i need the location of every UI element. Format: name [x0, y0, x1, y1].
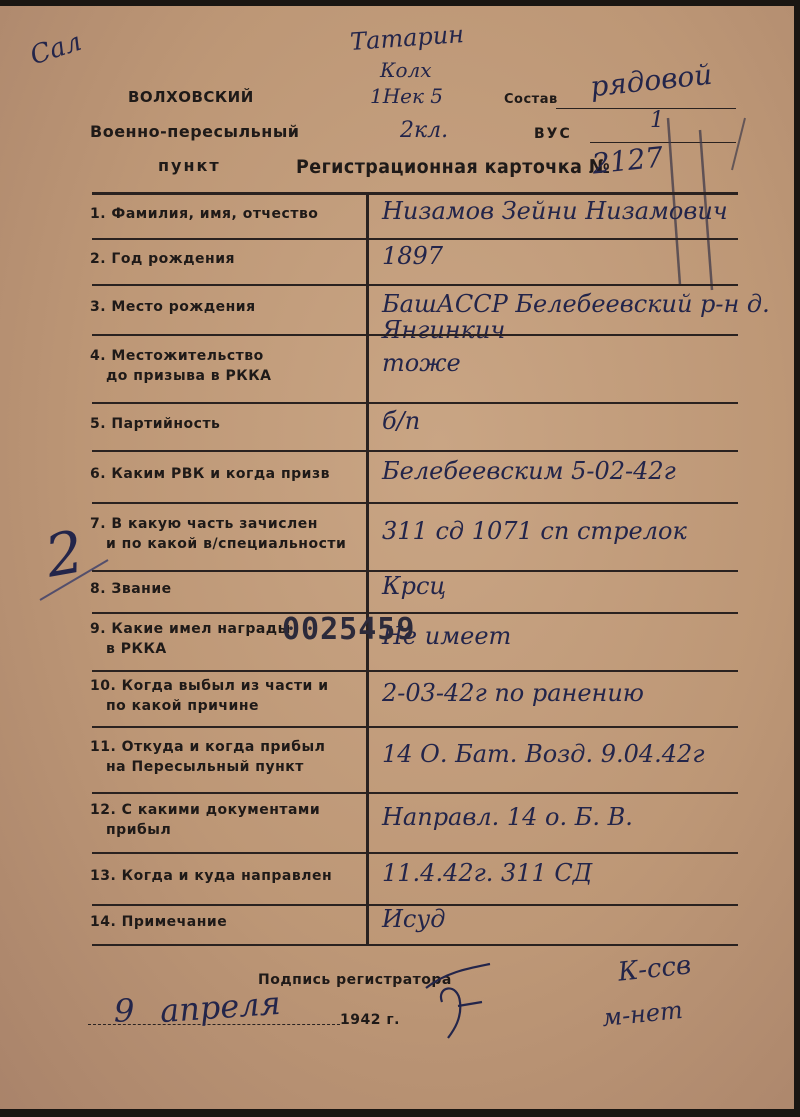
row-value: 11.4.42г. 311 СД [382, 859, 593, 887]
footer-note-2: м-нет [600, 995, 685, 1033]
row-divider [92, 944, 738, 946]
card-number: 2127 [590, 140, 665, 181]
form-row [0, 502, 800, 570]
class-note: 2кл. [400, 118, 449, 143]
row-label-line2: и по какой в/специальности [106, 536, 347, 552]
row-label [90, 346, 272, 386]
kolkh-note: Колх [380, 58, 432, 82]
form-row [0, 792, 800, 852]
form-row [0, 238, 800, 284]
row-label [90, 912, 227, 932]
nek-note: 1Нек 5 [370, 84, 444, 108]
row-value: 2-03-42г по ранению [382, 679, 644, 707]
row-value: Направл. 14 о. Б. В. [382, 803, 633, 831]
row-label-line1: 7. В какую часть зачислен [90, 516, 318, 532]
row-value: Исуд [382, 905, 446, 933]
org-name-line2: Военно-пересыльный [90, 122, 300, 141]
form-row [0, 852, 800, 904]
vus-value: 1 [650, 108, 664, 133]
row-label-line1: 9. Какие имел награды [90, 621, 291, 637]
row-label-line1: 4. Местожительство [90, 348, 264, 364]
nationality-note: Татарин [349, 20, 465, 56]
row-label-line2: прибыл [106, 822, 172, 838]
org-name-line1: ВОЛХОВСКИЙ [128, 88, 254, 106]
signature-label: Подпись регистратора [258, 972, 452, 988]
sostav-label: Состав [504, 92, 558, 107]
row-label [90, 204, 318, 224]
form-row [0, 284, 800, 344]
row-label-line2: в РККА [106, 641, 167, 657]
row-label-line2: на Пересыльный пункт [106, 759, 304, 775]
row-label [90, 464, 330, 484]
row-label-line2: по какой причине [106, 698, 260, 714]
row-label [90, 414, 220, 434]
row-label-line1: 6. Каким РВК и когда призв [90, 466, 330, 482]
row-label-line1: 3. Место рождения [90, 299, 256, 315]
vus-label: ВУС [534, 126, 572, 142]
form-row [0, 726, 800, 792]
form-row [0, 334, 800, 402]
form-row [0, 194, 800, 238]
margin-mark: 2 [40, 517, 89, 591]
row-label-line1: 11. Откуда и когда прибыл [90, 739, 326, 755]
sostav-value: рядовой [588, 57, 714, 104]
registrar-signature [420, 962, 500, 1042]
row-value: Белебеевским 5-02-42г [382, 457, 676, 485]
row-label-line1: 5. Партийность [90, 416, 221, 432]
row-label-line1: 2. Год рождения [90, 251, 235, 267]
row-label [90, 800, 320, 840]
row-label-line1: 1. Фамилия, имя, отчество [90, 206, 319, 222]
form-row [0, 402, 800, 450]
org-name-line3: пункт [158, 156, 221, 175]
row-value: тоже [382, 349, 461, 377]
form-row [0, 450, 800, 502]
row-value: 14 О. Бат. Возд. 9.04.42г [382, 740, 705, 768]
form-row [0, 670, 800, 726]
row-label [90, 297, 256, 317]
row-label [90, 619, 291, 659]
row-label [90, 676, 329, 716]
year-printed: 1942 г. [340, 1012, 400, 1028]
date-day: 9 [114, 992, 135, 1030]
row-value: 1897 [382, 242, 444, 270]
inventory-stamp: 0025459 [282, 612, 416, 647]
row-label [90, 737, 325, 777]
row-value: 311 сд 1071 сп стрелок [382, 517, 687, 545]
corner-annotation: Сал [26, 26, 86, 72]
row-value: Крсц [382, 572, 447, 600]
row-label [90, 514, 346, 554]
card-title: Регистрационная карточка № [296, 156, 611, 178]
row-label [90, 249, 235, 269]
form-row [0, 904, 800, 944]
row-label-line1: 14. Примечание [90, 914, 228, 930]
row-label-line2: до призыва в РККА [106, 368, 272, 384]
row-label [90, 866, 332, 886]
row-value: БашАССР Белебеевский р-н д. Янгинкич [382, 290, 770, 344]
row-value: Не имеет [382, 622, 512, 650]
row-value: б/п [382, 407, 421, 435]
form-row [0, 570, 800, 612]
row-label-line1: 12. С какими документами [90, 802, 321, 818]
row-label [90, 579, 172, 599]
row-label-line1: 13. Когда и куда направлен [90, 868, 333, 884]
row-value: Низамов Зейни Низамович [382, 197, 728, 225]
date-month: апреля [158, 983, 282, 1031]
row-label-line1: 10. Когда выбыл из части и [90, 678, 329, 694]
row-label-line1: 8. Звание [90, 581, 172, 597]
footer-note-1: К-ссв [616, 950, 693, 988]
